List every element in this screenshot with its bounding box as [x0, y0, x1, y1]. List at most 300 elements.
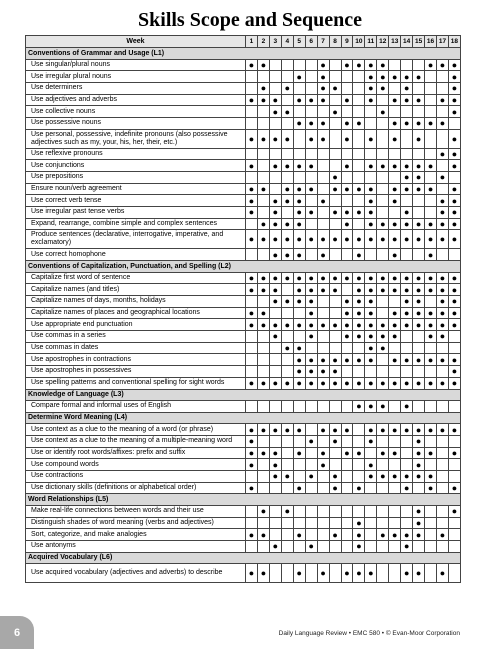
- skill-row: [26, 377, 461, 389]
- taught-dot: ●: [353, 249, 365, 261]
- week-cell: [389, 59, 401, 71]
- week-cell: [377, 354, 389, 366]
- taught-dot: ●: [293, 207, 305, 219]
- week-cell: [448, 529, 460, 541]
- taught-dot: ●: [413, 354, 425, 366]
- week-cell: [269, 354, 281, 366]
- week-cell: [246, 470, 258, 482]
- skill-row: [26, 160, 461, 172]
- taught-dot: ●: [257, 307, 269, 319]
- week-cell: [401, 331, 413, 343]
- week-cell: [293, 172, 305, 184]
- taught-dot: ●: [437, 59, 449, 71]
- taught-dot: ●: [413, 296, 425, 308]
- taught-dot: ●: [437, 331, 449, 343]
- week-header-row: [26, 36, 461, 48]
- week-cell: [281, 94, 293, 106]
- week-cell: [281, 459, 293, 471]
- taught-dot: ●: [413, 319, 425, 331]
- week-cell: [269, 564, 281, 583]
- taught-dot: ●: [305, 94, 317, 106]
- taught-dot: ●: [341, 218, 353, 230]
- week-cell: [246, 148, 258, 160]
- skill-label: Use apostrophes in possessives: [26, 366, 246, 378]
- week-cell: [305, 342, 317, 354]
- week-cell: [437, 482, 449, 494]
- taught-dot: ●: [246, 207, 258, 219]
- taught-dot: ●: [401, 183, 413, 195]
- week-number-cell: 5: [293, 36, 305, 48]
- taught-dot: ●: [448, 195, 460, 207]
- taught-dot: ●: [293, 183, 305, 195]
- taught-dot: ●: [377, 470, 389, 482]
- week-cell: [377, 148, 389, 160]
- taught-dot: ●: [413, 307, 425, 319]
- taught-dot: ●: [448, 207, 460, 219]
- taught-dot: ●: [269, 319, 281, 331]
- week-cell: [448, 401, 460, 413]
- skill-label: Use adjectives and adverbs: [26, 94, 246, 106]
- week-cell: [246, 366, 258, 378]
- taught-dot: ●: [377, 401, 389, 413]
- taught-dot: ●: [293, 296, 305, 308]
- week-cell: [269, 148, 281, 160]
- taught-dot: ●: [365, 129, 377, 148]
- week-cell: [293, 401, 305, 413]
- week-cell: [305, 249, 317, 261]
- taught-dot: ●: [365, 435, 377, 447]
- skill-row: [26, 459, 461, 471]
- week-cell: [377, 172, 389, 184]
- taught-dot: ●: [353, 272, 365, 284]
- taught-dot: ●: [353, 183, 365, 195]
- skill-row: [26, 218, 461, 230]
- taught-dot: ●: [413, 218, 425, 230]
- taught-dot: ●: [329, 377, 341, 389]
- week-cell: [317, 470, 329, 482]
- week-cell: [257, 160, 269, 172]
- week-cell: [305, 106, 317, 118]
- week-cell: [448, 435, 460, 447]
- taught-dot: ●: [437, 230, 449, 249]
- taught-dot: ●: [281, 82, 293, 94]
- week-cell: [389, 172, 401, 184]
- week-number-cell: 13: [389, 36, 401, 48]
- week-number-cell: 11: [365, 36, 377, 48]
- week-cell: [413, 482, 425, 494]
- taught-dot: ●: [365, 564, 377, 583]
- week-cell: [377, 296, 389, 308]
- taught-dot: ●: [329, 106, 341, 118]
- week-cell: [257, 470, 269, 482]
- taught-dot: ●: [353, 117, 365, 129]
- taught-dot: ●: [317, 284, 329, 296]
- taught-dot: ●: [365, 354, 377, 366]
- week-cell: [353, 366, 365, 378]
- week-cell: [293, 459, 305, 471]
- taught-dot: ●: [389, 284, 401, 296]
- taught-dot: ●: [269, 129, 281, 148]
- week-cell: [305, 172, 317, 184]
- taught-dot: ●: [377, 106, 389, 118]
- taught-dot: ●: [365, 331, 377, 343]
- week-cell: [329, 564, 341, 583]
- week-cell: [377, 207, 389, 219]
- week-cell: [365, 482, 377, 494]
- taught-dot: ●: [389, 307, 401, 319]
- skill-label: Use acquired vocabulary (adjectives and adverbs) to describe: [26, 564, 246, 583]
- taught-dot: ●: [425, 447, 437, 459]
- taught-dot: ●: [448, 377, 460, 389]
- week-cell: [317, 517, 329, 529]
- taught-dot: ●: [425, 183, 437, 195]
- week-cell: [413, 540, 425, 552]
- week-cell: [425, 106, 437, 118]
- taught-dot: ●: [437, 307, 449, 319]
- taught-dot: ●: [448, 354, 460, 366]
- section-title: Acquired Vocabulary (L6): [26, 552, 461, 564]
- taught-dot: ●: [389, 331, 401, 343]
- taught-dot: ●: [448, 296, 460, 308]
- taught-dot: ●: [305, 207, 317, 219]
- taught-dot: ●: [389, 447, 401, 459]
- taught-dot: ●: [246, 272, 258, 284]
- page-title: Skills Scope and Sequence: [138, 9, 362, 31]
- taught-dot: ●: [353, 284, 365, 296]
- skill-label: Use apostrophes in contractions: [26, 354, 246, 366]
- taught-dot: ●: [353, 447, 365, 459]
- taught-dot: ●: [377, 71, 389, 83]
- taught-dot: ●: [281, 160, 293, 172]
- taught-dot: ●: [365, 296, 377, 308]
- taught-dot: ●: [437, 319, 449, 331]
- week-cell: [317, 401, 329, 413]
- taught-dot: ●: [246, 195, 258, 207]
- week-cell: [246, 505, 258, 517]
- week-cell: [281, 447, 293, 459]
- week-cell: [341, 172, 353, 184]
- week-number-cell: 8: [329, 36, 341, 48]
- taught-dot: ●: [353, 377, 365, 389]
- week-number-cell: 6: [305, 36, 317, 48]
- week-cell: [246, 218, 258, 230]
- taught-dot: ●: [341, 117, 353, 129]
- week-cell: [353, 172, 365, 184]
- taught-dot: ●: [389, 529, 401, 541]
- taught-dot: ●: [413, 459, 425, 471]
- week-cell: [281, 148, 293, 160]
- week-cell: [329, 517, 341, 529]
- skill-label: Use irregular plural nouns: [26, 71, 246, 83]
- week-cell: [305, 59, 317, 71]
- skill-row: [26, 82, 461, 94]
- taught-dot: ●: [389, 272, 401, 284]
- skill-row: [26, 564, 461, 583]
- taught-dot: ●: [365, 342, 377, 354]
- taught-dot: ●: [425, 331, 437, 343]
- taught-dot: ●: [293, 447, 305, 459]
- taught-dot: ●: [293, 230, 305, 249]
- taught-dot: ●: [365, 284, 377, 296]
- section-title: Conventions of Capitalization, Punctuation, and Spelling (L2): [26, 261, 461, 273]
- week-cell: [437, 505, 449, 517]
- week-cell: [389, 82, 401, 94]
- taught-dot: ●: [246, 447, 258, 459]
- skill-label: Use antonyms: [26, 540, 246, 552]
- skill-row: [26, 482, 461, 494]
- taught-dot: ●: [257, 218, 269, 230]
- week-cell: [377, 94, 389, 106]
- week-cell: [341, 482, 353, 494]
- footer-credit: Daily Language Review • EMC 580 • © Evan-Moor Corporation: [278, 630, 460, 637]
- week-number-cell: 14: [401, 36, 413, 48]
- taught-dot: ●: [353, 319, 365, 331]
- skill-row: [26, 284, 461, 296]
- taught-dot: ●: [401, 284, 413, 296]
- week-cell: [281, 207, 293, 219]
- taught-dot: ●: [353, 59, 365, 71]
- week-cell: [317, 106, 329, 118]
- skill-label: Compare formal and informal uses of English: [26, 401, 246, 413]
- week-cell: [377, 195, 389, 207]
- week-cell: [269, 172, 281, 184]
- taught-dot: ●: [305, 470, 317, 482]
- week-cell: [353, 459, 365, 471]
- skill-row: [26, 296, 461, 308]
- week-cell: [305, 564, 317, 583]
- week-cell: [281, 284, 293, 296]
- week-cell: [377, 117, 389, 129]
- section-header-row: [26, 261, 461, 273]
- week-cell: [377, 129, 389, 148]
- week-cell: [305, 447, 317, 459]
- taught-dot: ●: [353, 564, 365, 583]
- taught-dot: ●: [317, 249, 329, 261]
- week-cell: [257, 354, 269, 366]
- taught-dot: ●: [329, 230, 341, 249]
- week-cell: [281, 540, 293, 552]
- week-cell: [389, 459, 401, 471]
- week-cell: [317, 296, 329, 308]
- taught-dot: ●: [437, 284, 449, 296]
- week-cell: [317, 307, 329, 319]
- week-cell: [448, 540, 460, 552]
- taught-dot: ●: [246, 319, 258, 331]
- week-cell: [365, 172, 377, 184]
- week-cell: [365, 529, 377, 541]
- week-cell: [413, 331, 425, 343]
- week-cell: [437, 366, 449, 378]
- week-cell: [437, 82, 449, 94]
- week-cell: [305, 505, 317, 517]
- taught-dot: ●: [305, 435, 317, 447]
- taught-dot: ●: [329, 424, 341, 436]
- taught-dot: ●: [269, 470, 281, 482]
- taught-dot: ●: [401, 218, 413, 230]
- taught-dot: ●: [448, 230, 460, 249]
- taught-dot: ●: [365, 319, 377, 331]
- taught-dot: ●: [437, 272, 449, 284]
- taught-dot: ●: [365, 160, 377, 172]
- taught-dot: ●: [341, 424, 353, 436]
- taught-dot: ●: [246, 564, 258, 583]
- week-cell: [389, 505, 401, 517]
- taught-dot: ●: [413, 94, 425, 106]
- taught-dot: ●: [281, 218, 293, 230]
- skill-row: [26, 529, 461, 541]
- taught-dot: ●: [317, 71, 329, 83]
- week-cell: [425, 505, 437, 517]
- taught-dot: ●: [401, 354, 413, 366]
- taught-dot: ●: [448, 160, 460, 172]
- taught-dot: ●: [413, 447, 425, 459]
- week-cell: [281, 435, 293, 447]
- taught-dot: ●: [293, 482, 305, 494]
- week-cell: [353, 218, 365, 230]
- week-cell: [353, 342, 365, 354]
- taught-dot: ●: [293, 366, 305, 378]
- taught-dot: ●: [341, 160, 353, 172]
- skill-label: Use correct verb tense: [26, 195, 246, 207]
- week-cell: [365, 117, 377, 129]
- week-cell: [281, 307, 293, 319]
- week-cell: [353, 82, 365, 94]
- taught-dot: ●: [305, 129, 317, 148]
- week-cell: [329, 129, 341, 148]
- taught-dot: ●: [305, 272, 317, 284]
- taught-dot: ●: [425, 424, 437, 436]
- taught-dot: ●: [305, 296, 317, 308]
- taught-dot: ●: [401, 160, 413, 172]
- week-cell: [448, 331, 460, 343]
- taught-dot: ●: [329, 284, 341, 296]
- week-cell: [305, 148, 317, 160]
- week-cell: [317, 342, 329, 354]
- week-cell: [246, 331, 258, 343]
- taught-dot: ●: [365, 195, 377, 207]
- week-cell: [257, 71, 269, 83]
- taught-dot: ●: [317, 354, 329, 366]
- week-number-cell: 17: [437, 36, 449, 48]
- taught-dot: ●: [401, 470, 413, 482]
- taught-dot: ●: [246, 230, 258, 249]
- week-cell: [448, 249, 460, 261]
- week-cell: [425, 207, 437, 219]
- taught-dot: ●: [448, 218, 460, 230]
- skill-row: [26, 129, 461, 148]
- taught-dot: ●: [425, 319, 437, 331]
- taught-dot: ●: [437, 564, 449, 583]
- taught-dot: ●: [257, 59, 269, 71]
- skill-row: [26, 117, 461, 129]
- week-cell: [341, 71, 353, 83]
- week-cell: [257, 366, 269, 378]
- week-cell: [329, 160, 341, 172]
- taught-dot: ●: [353, 517, 365, 529]
- taught-dot: ●: [281, 249, 293, 261]
- taught-dot: ●: [305, 366, 317, 378]
- taught-dot: ●: [341, 296, 353, 308]
- week-cell: [305, 529, 317, 541]
- taught-dot: ●: [353, 540, 365, 552]
- taught-dot: ●: [377, 284, 389, 296]
- week-cell: [389, 435, 401, 447]
- week-cell: [269, 517, 281, 529]
- taught-dot: ●: [269, 331, 281, 343]
- taught-dot: ●: [448, 59, 460, 71]
- week-cell: [341, 366, 353, 378]
- week-cell: [341, 505, 353, 517]
- taught-dot: ●: [329, 470, 341, 482]
- week-cell: [341, 82, 353, 94]
- taught-dot: ●: [269, 94, 281, 106]
- taught-dot: ●: [305, 354, 317, 366]
- taught-dot: ●: [257, 424, 269, 436]
- taught-dot: ●: [413, 183, 425, 195]
- taught-dot: ●: [389, 71, 401, 83]
- taught-dot: ●: [317, 82, 329, 94]
- week-cell: [389, 106, 401, 118]
- taught-dot: ●: [293, 424, 305, 436]
- week-cell: [389, 564, 401, 583]
- week-cell: [353, 195, 365, 207]
- week-cell: [317, 529, 329, 541]
- taught-dot: ●: [246, 529, 258, 541]
- taught-dot: ●: [293, 319, 305, 331]
- taught-dot: ●: [305, 284, 317, 296]
- taught-dot: ●: [448, 71, 460, 83]
- week-number-cell: 9: [341, 36, 353, 48]
- skill-row: [26, 517, 461, 529]
- week-cell: [425, 366, 437, 378]
- week-cell: [377, 564, 389, 583]
- taught-dot: ●: [389, 377, 401, 389]
- taught-dot: ●: [281, 470, 293, 482]
- skill-label: Use compound words: [26, 459, 246, 471]
- week-cell: [401, 459, 413, 471]
- taught-dot: ●: [353, 331, 365, 343]
- taught-dot: ●: [317, 447, 329, 459]
- taught-dot: ●: [305, 307, 317, 319]
- week-cell: [269, 82, 281, 94]
- week-cell: [329, 71, 341, 83]
- taught-dot: ●: [269, 540, 281, 552]
- taught-dot: ●: [401, 272, 413, 284]
- week-cell: [246, 354, 258, 366]
- week-cell: [437, 129, 449, 148]
- week-cell: [437, 106, 449, 118]
- taught-dot: ●: [269, 424, 281, 436]
- taught-dot: ●: [281, 296, 293, 308]
- week-number-cell: 18: [448, 36, 460, 48]
- taught-dot: ●: [293, 218, 305, 230]
- taught-dot: ●: [413, 129, 425, 148]
- week-cell: [437, 459, 449, 471]
- taught-dot: ●: [329, 82, 341, 94]
- week-cell: [269, 482, 281, 494]
- taught-dot: ●: [365, 82, 377, 94]
- week-cell: [448, 459, 460, 471]
- week-cell: [437, 470, 449, 482]
- week-cell: [317, 160, 329, 172]
- week-number-cell: 2: [257, 36, 269, 48]
- taught-dot: ●: [293, 117, 305, 129]
- week-cell: [281, 482, 293, 494]
- taught-dot: ●: [377, 82, 389, 94]
- taught-dot: ●: [401, 377, 413, 389]
- taught-dot: ●: [257, 82, 269, 94]
- taught-dot: ●: [305, 160, 317, 172]
